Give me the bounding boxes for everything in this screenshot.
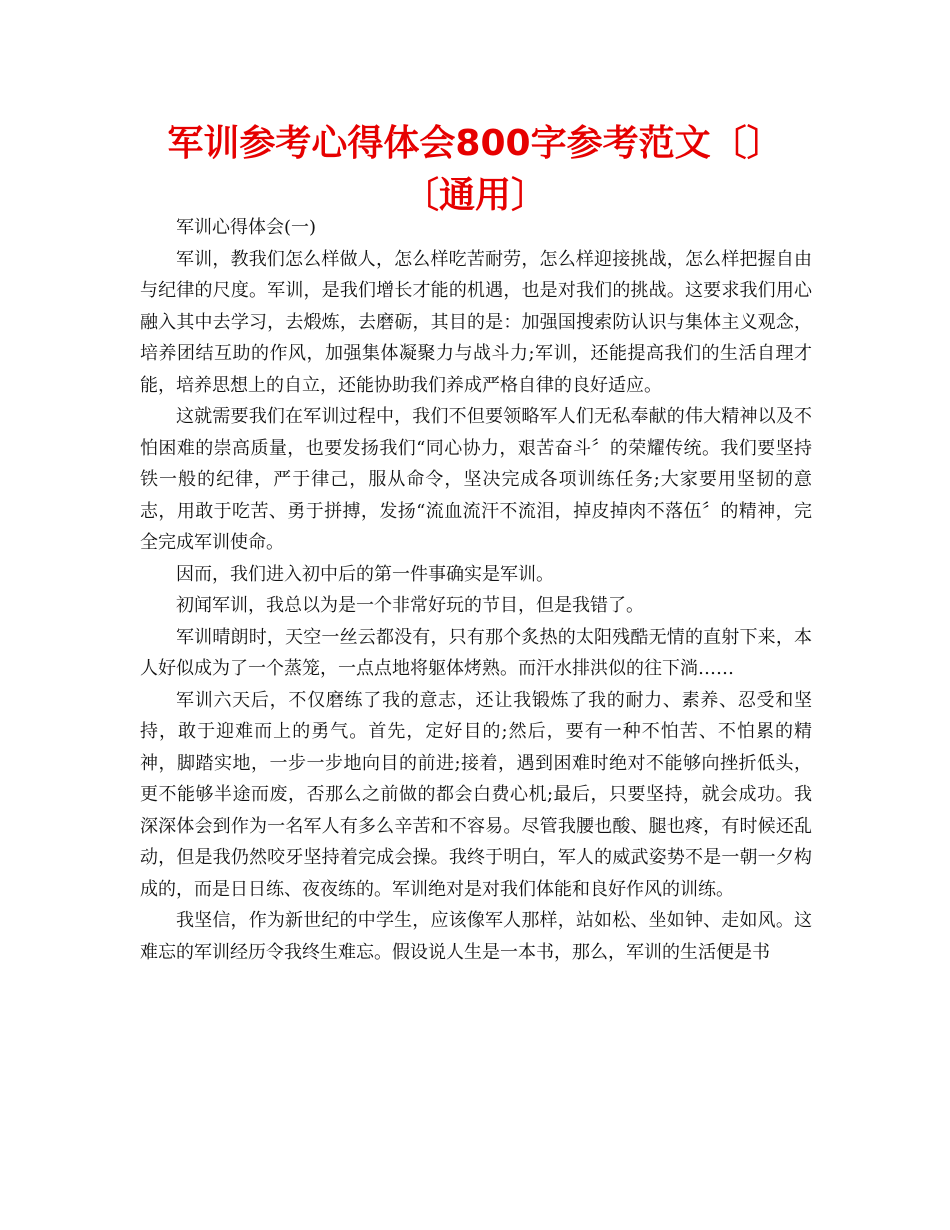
paragraph-4: 初闻军训，我总以为是一个非常好玩的节目，但是我错了。: [176, 595, 644, 616]
title-line-2: 〔通用〕: [402, 175, 547, 216]
document-body: [140, 212, 812, 968]
paragraph-7: 我坚信，作为新世纪的中学生，应该像军人那样，站如松、坐如钟、走如风。这难忘的军训经历令我终生难忘。假设说人生是一本书，那么，军训的生活便是书: [140, 910, 812, 963]
paragraph-1: 军训，教我们怎么样做人，怎么样吃苦耐劳，怎么样迎接挑战，怎么样把握自由与纪律的尺度。军训，是我们增长才能的机遇，也是对我们的挑战。这要求我们用心融入其中去学习，去煅炼，去磨砺，其目的是：加强国搜索防认识与集体主义观念，培养团结互助的作风，加强集体凝聚力与战斗力;军训，还能提高我们的生活自理才能，培养思想上的自立，还能协助我们养成严格自律的良好适应。: [140, 248, 812, 396]
title-line-1: 军训参考心得体会800字参考范文〔〕: [167, 123, 783, 164]
paragraph-3: 因而，我们进入初中后的第一件事确实是军训。: [176, 563, 554, 585]
paragraph-5: 军训晴朗时，天空一丝云都没有，只有那个炙热的太阳残酷无情的直射下来，本人好似成为了一个蒸笼，一点点地将躯体烤熟。而汗水排洪似的往下淌……: [140, 626, 812, 679]
paragraph-2: 这就需要我们在军训过程中，我们不但要领略军人们无私奉献的伟大精神以及不怕困难的崇高质量，也要发扬我们“同心协力，艰苦奋斗〞的荣耀传统。我们要坚持铁一般的纪律，严于律己，服从命令，坚决完成各项训练任务;大家要用坚韧的意志，用敢于吃苦、勇于拼搏，发扬“流血流汗不流泪，掉皮掉肉不落伍〞的精神，完全完成军训使命。: [140, 406, 812, 553]
section-heading: 军训心得体会(一): [176, 217, 317, 238]
document-title: [120, 118, 830, 222]
paragraph-6: 军训六天后，不仅磨练了我的意志，还让我锻炼了我的耐力、素养、忍受和坚持，敢于迎难而上的勇气。首先，定好目的;然后，要有一种不怕苦、不怕累的精神，脚踏实地，一步一步地向目的前进;接着，遇到困难时绝对不能够向挫折低头，更不能够半途而废，否那么之前做的都会白费心机;最后，只要坚持，就会成功。我深深体会到作为一名军人有多么辛苦和不容易。尽管我腰也酸、腿也疼，有时候还乱动，但是我仍然咬牙坚持着完成会操。我终于明白，军人的威武姿势不是一朝一夕构成的，而是日日练、夜夜练的。军训绝对是对我们体能和良好作风的训练。: [140, 689, 812, 900]
